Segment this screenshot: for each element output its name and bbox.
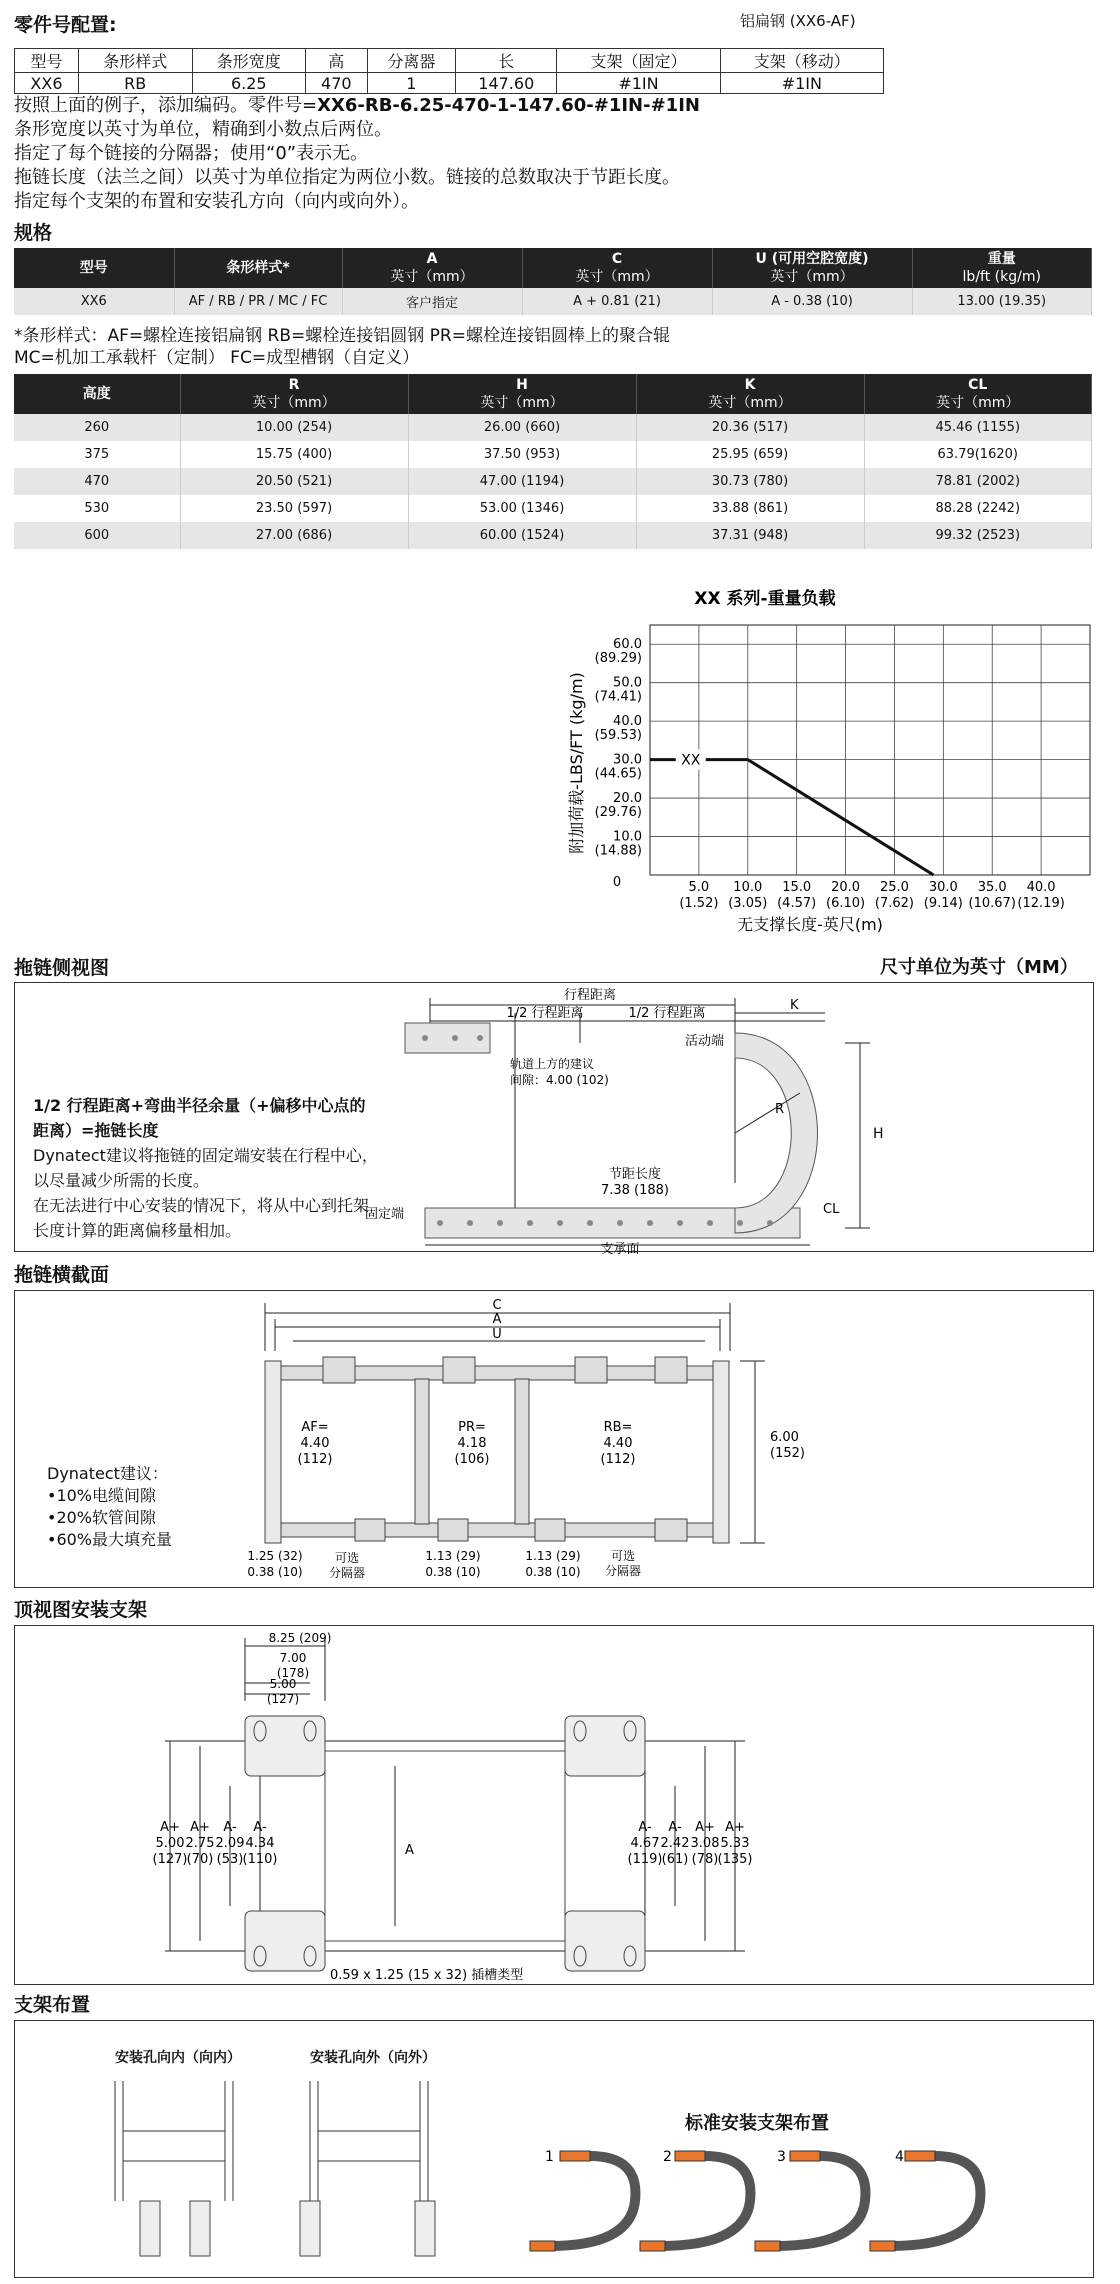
label-dim: 0.38 (10)	[525, 1565, 581, 1579]
desc-bold: 1/2 行程距离+弯曲半径余量（+偏移中心点的	[33, 1096, 366, 1115]
label-cl: CL	[823, 1202, 840, 1217]
height-cell: 33.88 (861)	[636, 495, 864, 522]
part-table-value: 147.60	[456, 73, 557, 94]
y-tick-label: 10.0	[613, 829, 642, 845]
x-tick-label: 10.0	[733, 880, 763, 895]
specs-header: 型号	[14, 248, 174, 288]
orange-bracket	[790, 2151, 820, 2161]
x-tick-label: 20.0	[831, 880, 861, 895]
label-pr: (106)	[454, 1452, 490, 1467]
recommendations	[47, 1463, 172, 1551]
top-view-diagram	[145, 1626, 945, 1986]
bracket-top-right	[565, 1716, 645, 1776]
part-table-value: #1IN	[557, 73, 720, 94]
part-number-table	[14, 48, 884, 94]
label-k: K	[790, 998, 799, 1013]
height-cell: 45.46 (1155)	[864, 414, 1092, 441]
top-right-dim: (78)	[691, 1852, 719, 1867]
top-left-dim: 2.09	[215, 1836, 245, 1851]
top-left-dim: 4.34	[245, 1836, 275, 1851]
x-tick-label: (6.10)	[826, 896, 866, 911]
specs-header: C 英寸（mm）	[522, 248, 712, 288]
orange-bracket	[755, 2241, 780, 2251]
height-row	[14, 468, 1092, 495]
x-tick-label: (1.52)	[679, 896, 719, 911]
label-slot: 0.59 x 1.25 (15 x 32) 插槽类型	[330, 1968, 524, 1983]
specs-header: 条形样式*	[174, 248, 342, 288]
bracket-bottom-right	[565, 1911, 645, 1971]
label-af: AF=	[301, 1420, 329, 1435]
label-fixed-end: 固定端	[365, 1207, 405, 1222]
label-pr: 4.18	[457, 1436, 487, 1451]
chain-side-plate-right	[713, 1361, 729, 1543]
chain-body	[325, 1751, 565, 1941]
label-dim: 1.25 (32)	[247, 1549, 303, 1563]
height-table	[14, 374, 1092, 549]
label-h: H	[873, 1126, 884, 1142]
top-left-dim: (53)	[216, 1852, 244, 1867]
layout-number: 1	[545, 2149, 554, 2165]
bracket-layout-title: 支架布置	[14, 1994, 91, 2016]
height-cell: 78.81 (2002)	[864, 468, 1092, 495]
height-cell: 15.75 (400)	[180, 441, 408, 468]
instructions	[14, 94, 700, 214]
y-tick-label: (44.65)	[594, 766, 642, 782]
y-tick-label: (74.41)	[594, 689, 642, 705]
bracket-layout-panel	[14, 2020, 1094, 2278]
top-left-dim: (110)	[242, 1852, 278, 1867]
desc-line: 长度计算的距离偏移量相加。	[33, 1221, 242, 1240]
chain-side-plate-left	[265, 1361, 281, 1543]
side-view-title: 拖链侧视图	[14, 957, 110, 979]
specs-title: 规格	[14, 222, 53, 244]
part-table-header: 高	[306, 49, 368, 73]
instruction-line: 指定每个支架的布置和安装孔方向（向内或向外）。	[14, 191, 419, 212]
top-left-dim: (70)	[186, 1852, 214, 1867]
label-dim: 1.13 (29)	[525, 1549, 581, 1563]
label-optional: 可选	[610, 1549, 636, 1563]
x-tick-label: (10.67)	[968, 896, 1016, 911]
top-left-dim: A-	[223, 1820, 237, 1835]
specs-header: A 英寸（mm）	[342, 248, 522, 288]
x-tick-label: (7.62)	[874, 896, 914, 911]
label-width: 5.00	[269, 1677, 297, 1691]
height-cell: 37.50 (953)	[408, 441, 636, 468]
bar-styles-line: MC=机加工承载杆（定制） FC=成型槽钢（自定义）	[14, 348, 420, 368]
height-header: 高度	[14, 374, 180, 414]
label-width: (127)	[266, 1692, 300, 1706]
rec-title: Dynatect建议：	[47, 1464, 168, 1483]
chart-ticks	[595, 637, 1065, 911]
label-optional: 分隔器	[328, 1566, 366, 1580]
specs-header: U (可用空腔宽度) 英寸（mm）	[712, 248, 912, 288]
y-tick-label: 50.0	[613, 675, 642, 691]
top-view-panel	[14, 1625, 1094, 1985]
bar-styles-note	[14, 325, 670, 369]
bracket-bottom-left	[245, 1911, 325, 1971]
label-travel: 行程距离	[563, 988, 617, 1003]
label-dim: 1.13 (29)	[425, 1549, 481, 1563]
orange-bracket	[640, 2241, 665, 2251]
height-cell: 20.36 (517)	[636, 414, 864, 441]
bottom-bar	[281, 1523, 713, 1537]
part-table-header: 支架（固定）	[557, 49, 720, 73]
label-af: (112)	[297, 1452, 333, 1467]
specs-cell: A - 0.38 (10)	[712, 288, 912, 315]
top-left-dim: A-	[253, 1820, 267, 1835]
specs-cell: AF / RB / PR / MC / FC	[174, 288, 342, 315]
layout-number: 2	[663, 2149, 672, 2165]
height-header: H 英寸（mm）	[408, 374, 636, 414]
chain-bend	[735, 1033, 818, 1233]
chain-arrangement	[550, 2156, 980, 2246]
height-cell: 63.79(1620)	[864, 441, 1092, 468]
instruction-line: 拖链长度（法兰之间）以英寸为单位指定为两位小数。链接的总数取决于节距长度。	[14, 167, 680, 188]
top-right-dim: 2.42	[660, 1836, 690, 1851]
height-row	[14, 414, 1092, 441]
height-cell: 27.00 (686)	[180, 522, 408, 549]
series-line-xx	[650, 760, 934, 875]
chart-xlabel: 无支撑长度-英尺(m)	[737, 915, 883, 934]
specs-table	[14, 248, 1092, 315]
height-cell: 600	[14, 522, 180, 549]
desc-line: Dynatect建议将拖链的固定端安装在行程中心，	[33, 1146, 378, 1165]
bracket-layout-diagram	[15, 2061, 1095, 2276]
chart-frame	[650, 625, 1090, 875]
height-cell: 26.00 (660)	[408, 414, 636, 441]
instruction-text: 按照上面的例子，添加编码。零件号=	[14, 95, 318, 116]
x-tick-label: 25.0	[879, 880, 909, 895]
top-right-dim: A-	[638, 1820, 652, 1835]
unit-note: 尺寸单位为英寸（MM）	[880, 957, 1078, 978]
top-right-dim: A+	[725, 1820, 745, 1835]
outward-label: 安装孔向外（向外）	[310, 2050, 436, 2066]
top-right-dim: A+	[695, 1820, 715, 1835]
top-left-labels	[153, 1820, 278, 1867]
label-height: (152)	[770, 1446, 805, 1461]
top-right-dim: (61)	[661, 1852, 689, 1867]
top-right-dim: 5.33	[720, 1836, 750, 1851]
label-clearance: 轨道上方的建议	[510, 1057, 595, 1071]
label-width: 7.00	[279, 1651, 307, 1665]
rec-item: •60%最大填充量	[47, 1530, 173, 1549]
label-width: (178)	[276, 1666, 310, 1680]
label-dim: 0.38 (10)	[247, 1565, 303, 1579]
label-pr: PR=	[458, 1420, 486, 1435]
height-cell: 30.73 (780)	[636, 468, 864, 495]
label-c: C	[492, 1298, 502, 1313]
instruction-line: 条形宽度以英寸为单位，精确到小数点后两位。	[14, 119, 392, 140]
cross-section-diagram	[235, 1291, 805, 1589]
y-tick-label: (29.76)	[594, 805, 642, 821]
desc-bold: 距离）=拖链长度	[33, 1121, 159, 1140]
height-cell: 375	[14, 441, 180, 468]
y-tick-label: 60.0	[613, 637, 642, 653]
x-tick-label: (4.57)	[777, 896, 817, 911]
top-left-dim: A+	[160, 1820, 180, 1835]
height-cell: 10.00 (254)	[180, 414, 408, 441]
label-half-travel: 1/2 行程距离	[506, 1006, 584, 1021]
height-cell: 23.50 (597)	[180, 495, 408, 522]
height-row	[14, 495, 1092, 522]
desc-line: 在无法进行中心安装的情况下，将从中心到托架	[33, 1196, 370, 1215]
rec-item: •10%电缆间隙	[47, 1486, 157, 1505]
orange-bracket	[905, 2151, 935, 2161]
height-cell: 53.00 (1346)	[408, 495, 636, 522]
specs-header-row	[14, 248, 1092, 288]
label-clearance: 间隙：4.00 (102)	[510, 1073, 609, 1087]
label-optional: 分隔器	[604, 1564, 642, 1578]
y-tick-label: (14.88)	[594, 843, 642, 859]
label-af: 4.40	[300, 1436, 330, 1451]
height-header-row	[14, 374, 1092, 414]
desc-line: 以尽量减少所需的长度。	[33, 1171, 210, 1190]
top-right-dim: 4.67	[630, 1836, 660, 1851]
height-header: R 英寸（mm）	[180, 374, 408, 414]
bar-styles-line: *条形样式：AF=螺栓连接铝扁钢 RB=螺栓连接铝圆钢 PR=螺栓连接铝圆棒上的聚合辊	[14, 326, 670, 346]
label-u: U	[492, 1327, 502, 1342]
bracket-inward	[140, 2201, 435, 2256]
y-tick-label: (89.29)	[594, 651, 642, 667]
top-right-labels	[628, 1820, 753, 1867]
x-tick-label: (3.05)	[728, 896, 768, 911]
chart-grid	[650, 625, 1090, 875]
y-tick-label: 20.0	[613, 791, 642, 807]
y-tick-label: 30.0	[613, 752, 642, 768]
instruction-line: 指定了每个链接的分隔器；使用“0”表示无。	[14, 143, 369, 164]
top-left-dim: (127)	[152, 1852, 188, 1867]
part-table-header: 长	[456, 49, 557, 73]
cross-section-panel	[14, 1290, 1094, 1588]
label-pitch: 7.38 (188)	[600, 1183, 670, 1198]
top-right-dim: (135)	[717, 1852, 753, 1867]
side-view-diagram	[365, 983, 1095, 1257]
x-tick-label: 35.0	[977, 880, 1007, 895]
orange-bracket	[870, 2241, 895, 2251]
top-view-title: 顶视图安装支架	[14, 1599, 148, 1621]
label-a: A	[405, 1843, 414, 1858]
layout-number: 3	[777, 2149, 786, 2165]
height-header: CL 英寸（mm）	[864, 374, 1092, 414]
chart-title: XX 系列-重量负载	[694, 589, 836, 609]
x-tick-label: 5.0	[688, 880, 710, 895]
part-table-header-row	[15, 49, 884, 73]
part-number-code: XX6-RB-6.25-470-1-147.60-#1IN-#1IN	[317, 95, 700, 116]
height-cell: 25.95 (659)	[636, 441, 864, 468]
orange-bracket	[530, 2241, 555, 2251]
page-title: 零件号配置:	[14, 14, 117, 36]
part-table-value: XX6	[15, 73, 79, 94]
label-rb: (112)	[600, 1452, 636, 1467]
x-tick-label: (12.19)	[1017, 896, 1065, 911]
label-width: 8.25 (209)	[268, 1631, 332, 1645]
label-rb: 4.40	[603, 1436, 633, 1451]
x-tick-label: 40.0	[1026, 880, 1056, 895]
part-table-value-row	[15, 73, 884, 94]
top-right-dim: A-	[668, 1820, 682, 1835]
specs-row	[14, 288, 1092, 315]
label-support: 支承面	[600, 1242, 640, 1257]
label-optional: 可选	[334, 1551, 360, 1565]
y-tick-label: 40.0	[613, 714, 642, 730]
x-tick-label: (9.14)	[923, 896, 963, 911]
rec-item: •20%软管间隙	[47, 1508, 157, 1527]
label-rb: RB=	[603, 1420, 633, 1435]
orange-bracket	[675, 2151, 705, 2161]
top-left-dim: A+	[190, 1820, 210, 1835]
specs-cell: 13.00 (19.35)	[912, 288, 1092, 315]
height-row	[14, 441, 1092, 468]
part-table-value: #1IN	[720, 73, 883, 94]
part-table-header: 分离器	[367, 49, 456, 73]
height-cell: 470	[14, 468, 180, 495]
height-cell: 20.50 (521)	[180, 468, 408, 495]
material-label: 铝扁钢 (XX6-AF)	[740, 12, 856, 30]
orange-bracket	[560, 2151, 590, 2161]
specs-cell: A + 0.81 (21)	[522, 288, 712, 315]
height-cell: 37.31 (948)	[636, 522, 864, 549]
top-right-dim: 3.08	[690, 1836, 720, 1851]
height-cell: 88.28 (2242)	[864, 495, 1092, 522]
label-height: 6.00	[770, 1430, 799, 1445]
label-r: R	[775, 1102, 785, 1117]
y-tick-label: (59.53)	[594, 728, 642, 744]
height-cell: 260	[14, 414, 180, 441]
height-cell: 47.00 (1194)	[408, 468, 636, 495]
chart-series	[650, 750, 934, 875]
top-right-dim: (119)	[627, 1852, 663, 1867]
specs-cell: XX6	[14, 288, 174, 315]
side-view-description	[33, 1093, 413, 1243]
bracket-top-left	[245, 1716, 325, 1776]
part-table-value: 1	[367, 73, 456, 94]
layout-number: 4	[895, 2149, 904, 2165]
chart-origin-label: 0	[612, 875, 622, 890]
standard-label: 标准安装支架布置	[685, 2113, 829, 2134]
x-tick-label: 15.0	[782, 880, 812, 895]
label-dim: 0.38 (10)	[425, 1565, 481, 1579]
inward-label: 安装孔向内（向内）	[115, 2050, 241, 2066]
label-half-travel: 1/2 行程距离	[628, 1006, 706, 1021]
height-cell: 60.00 (1524)	[408, 522, 636, 549]
height-header: K 英寸（mm）	[636, 374, 864, 414]
cross-section-title: 拖链横截面	[14, 1264, 110, 1286]
label-a: A	[492, 1312, 502, 1327]
part-table-value: 6.25	[192, 73, 306, 94]
series-label: XX	[681, 752, 701, 769]
height-row	[14, 522, 1092, 549]
top-left-dim: 2.75	[185, 1836, 215, 1851]
part-table-header: 支架（移动）	[720, 49, 883, 73]
instruction-line	[14, 94, 700, 118]
part-table-header: 型号	[15, 49, 79, 73]
label-pitch: 节距长度	[608, 1167, 662, 1182]
side-view-panel	[14, 982, 1094, 1257]
part-table-value: 470	[306, 73, 368, 94]
height-cell: 530	[14, 495, 180, 522]
height-cell: 99.32 (2523)	[864, 522, 1092, 549]
specs-header: 重量 lb/ft (kg/m)	[912, 248, 1092, 288]
weight-load-chart	[560, 580, 1120, 950]
label-moving-end: 活动端	[685, 1034, 725, 1049]
top-left-dim: 5.00	[155, 1836, 185, 1851]
part-table-value: RB	[78, 73, 192, 94]
x-tick-label: 30.0	[928, 880, 958, 895]
part-table-header: 条形宽度	[192, 49, 306, 73]
chart-ylabel: 附加荷载-LBS/FT (kg/m)	[567, 672, 586, 854]
specs-cell: 客户指定	[342, 288, 522, 315]
part-table-header: 条形样式	[78, 49, 192, 73]
